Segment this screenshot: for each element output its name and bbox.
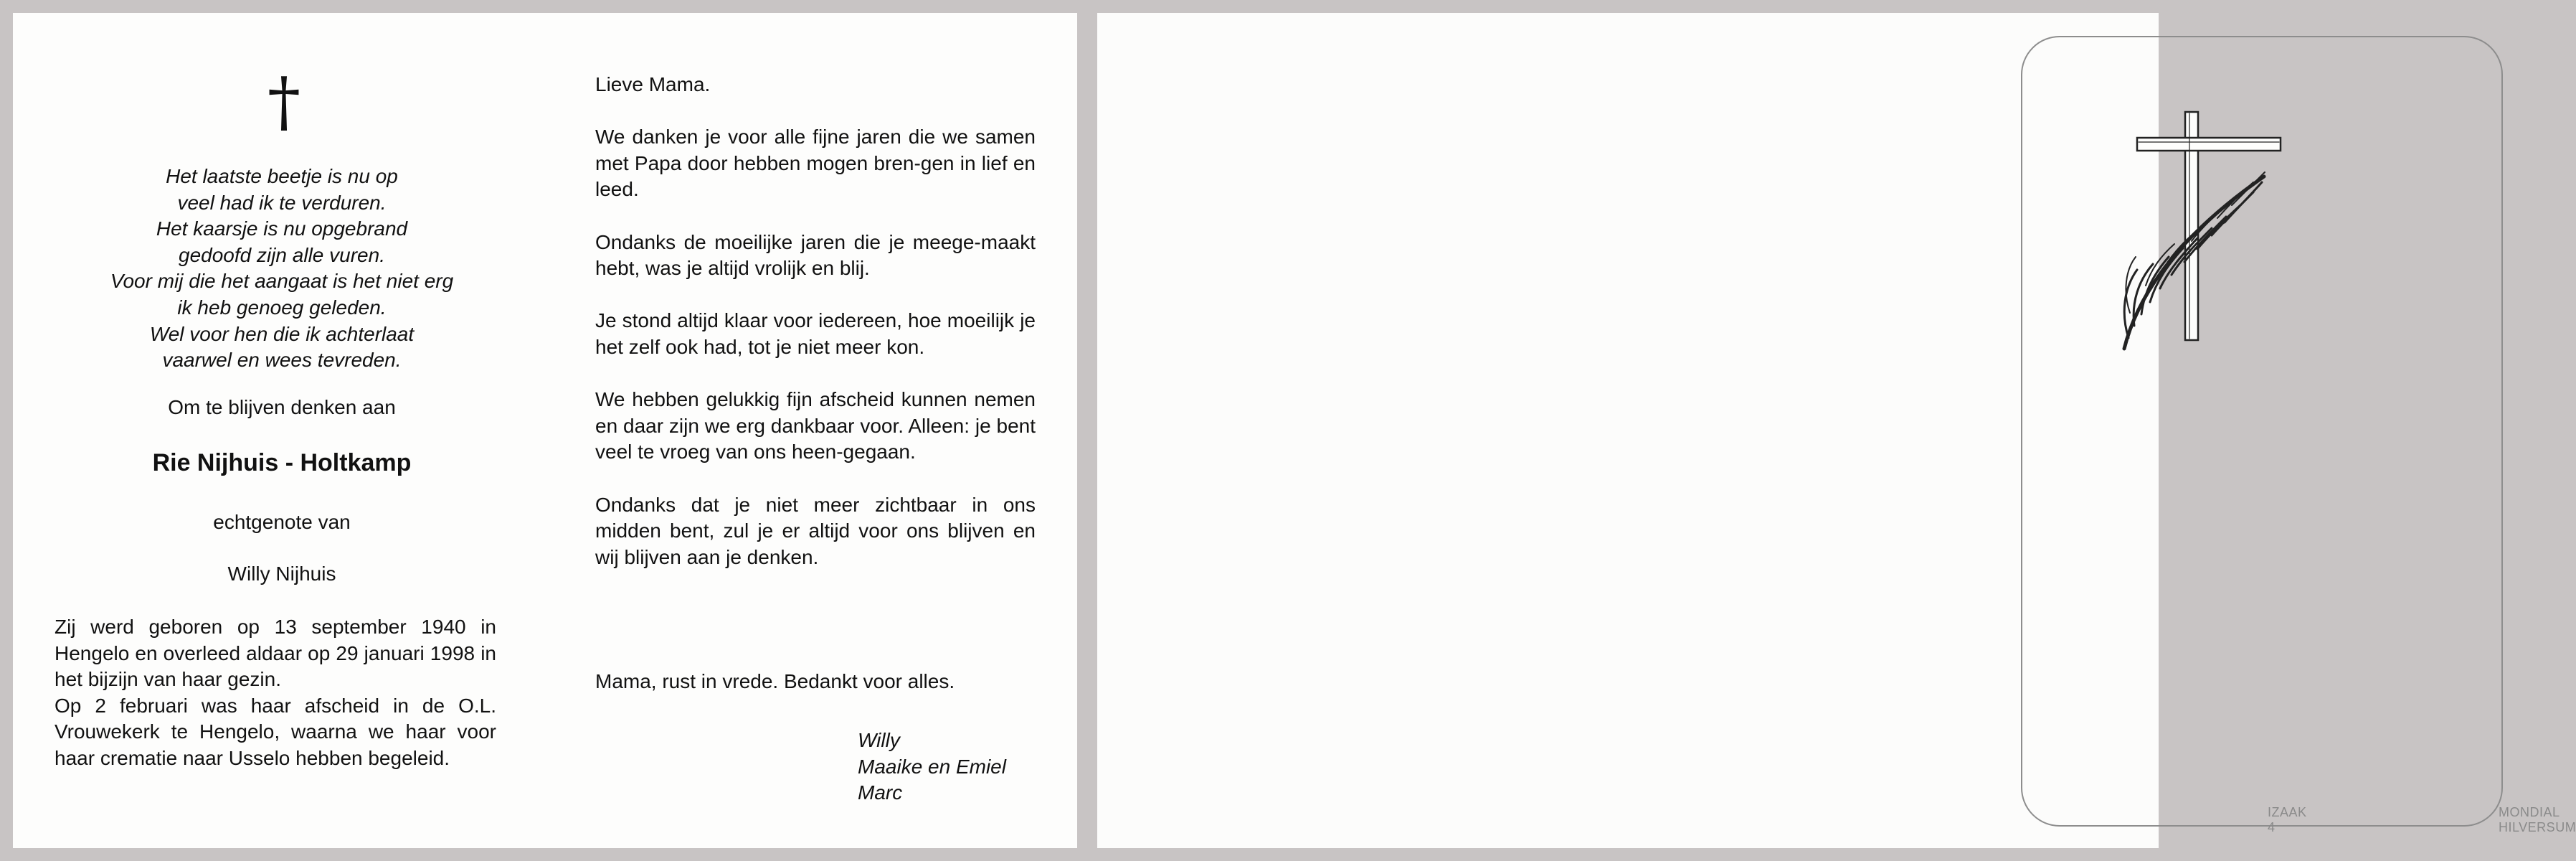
letter-paragraph: Ondanks de moeilijke jaren die je meege-maakt hebt, was je altijd vrolijk en blij. [595, 230, 1036, 280]
printer-imprint: MONDIAL HILVERSUM [2499, 805, 2576, 834]
poem-line: Het laatste beetje is nu op [166, 165, 398, 187]
cross-icon: † [267, 63, 300, 140]
memorial-poem [34, 164, 529, 374]
spouse-name: Willy Nijhuis [227, 563, 336, 585]
poem-line: Wel voor hen die ik achterlaat [149, 322, 415, 345]
bio-paragraph: Op 2 februari was haar afscheid in de O.L. Vrouwekerk te Hengelo, waarna we haar voor haar crematie naar Usselo hebben begeleid. [55, 694, 496, 769]
poem-line: vaarwel en wees tevreden. [162, 349, 402, 372]
letter-greeting: Lieve Mama. [595, 73, 711, 95]
biography [55, 614, 496, 772]
letter-closing: Mama, rust in vrede. Bedankt voor alles. [595, 670, 955, 692]
bio-paragraph: Zij werd geboren op 13 september 1940 in Hengelo en overleed aldaar op 29 januari 1998 in het bijzijn van haar gezin. [55, 616, 496, 691]
cross-with-palm-icon [2117, 98, 2282, 356]
letter-paragraph: Je stond altijd klaar voor iedereen, hoe moeilijk je het zelf ook had, tot je niet meer kon. [595, 309, 1036, 358]
signature-name: Maaike en Emiel [858, 755, 1006, 778]
poem-line: ik heb genoeg geleden. [177, 296, 387, 319]
letter-paragraph: Ondanks dat je niet meer zichtbaar in ons midden bent, zul je er altijd voor ons blijven en wij blijven aan je denken. [595, 493, 1036, 568]
spouse-label: echtgenote van [213, 511, 351, 533]
poem-line: gedoofd zijn alle vuren. [179, 243, 385, 266]
poem-line: veel had ik te verduren. [177, 191, 387, 214]
memorial-intro: Om te blijven denken aan [168, 396, 396, 418]
signature-name: Marc [858, 781, 903, 804]
card-inner-spread [13, 13, 1077, 848]
card-outer-spread [1097, 13, 2576, 848]
letter-paragraph: We hebben gelukkig fijn afscheid kunnen nemen en daar zijn we erg dankbaar voor. Alleen: je bent veel te vroeg van ons heen-gegaan. [595, 388, 1036, 464]
signatures [858, 728, 1006, 806]
letter-paragraph: We danken je voor alle fijne jaren die we samen met Papa door hebben mogen bren-gen in lief en leed. [595, 126, 1036, 201]
card-model-code: IZAAK 4 [2268, 805, 2307, 834]
poem-line: Voor mij die het aangaat is het niet erg [110, 270, 454, 293]
deceased-name: Rie Nijhuis - Holtkamp [152, 449, 412, 476]
signature-name: Willy [858, 729, 900, 751]
family-letter [595, 72, 1036, 597]
poem-line: Het kaarsje is nu opgebrand [156, 217, 408, 240]
